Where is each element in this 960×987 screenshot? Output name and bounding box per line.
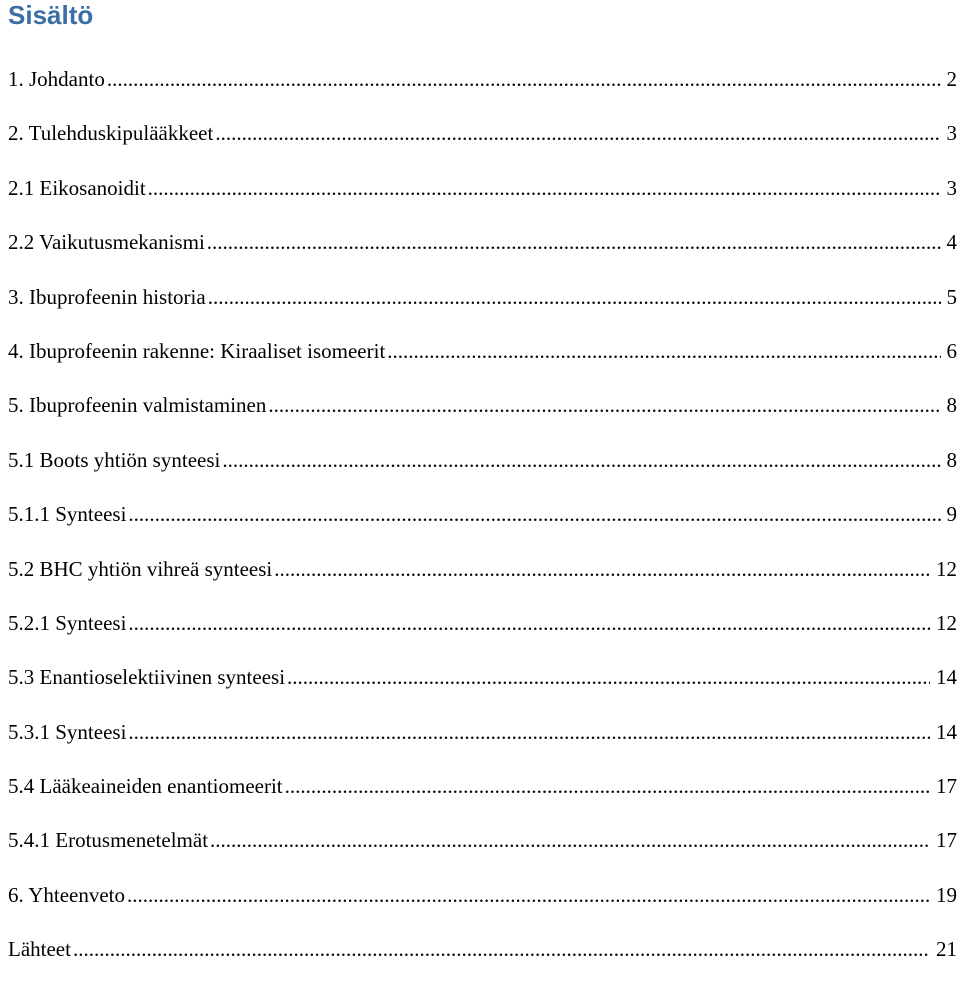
toc-entry-vaikutusmekanismi[interactable] <box>8 225 957 279</box>
toc-entry-yhteenveto[interactable] <box>8 878 957 932</box>
toc-entry-page[interactable]: 3 <box>946 121 957 146</box>
toc-entry-ibuprofeenin-valmistaminen[interactable] <box>8 388 957 442</box>
toc-entry-label[interactable]: 2.1 Eikosanoidit <box>8 175 146 200</box>
toc-entry-label[interactable]: 2. Tulehduskipulääkkeet <box>8 121 214 146</box>
dot-leader <box>274 552 930 586</box>
toc-entry-label[interactable]: 5.1 Boots yhtiön synteesi <box>8 447 221 472</box>
toc-entry-erotusmenetelmat[interactable] <box>8 823 957 877</box>
toc-entry-label[interactable]: 2.2 Vaikutusmekanismi <box>8 230 205 255</box>
toc-entry-ibuprofeenin-historia[interactable] <box>8 280 957 334</box>
toc-entry-johdanto[interactable] <box>8 62 957 116</box>
toc-entry-synteesi-5-3-1[interactable] <box>8 715 957 769</box>
dot-leader <box>222 443 940 477</box>
toc-entry-label[interactable]: 3. Ibuprofeenin historia <box>8 284 206 309</box>
toc-entry-page[interactable]: 12 <box>936 556 957 581</box>
toc-entry-page[interactable]: 19 <box>936 882 957 907</box>
toc-entry-page[interactable]: 17 <box>936 828 957 853</box>
toc-entry-page[interactable]: 12 <box>936 610 957 635</box>
toc-entry-label[interactable]: 5.3.1 Synteesi <box>8 719 127 744</box>
toc-entry-label[interactable]: 4. Ibuprofeenin rakenne: Kiraaliset isomeerit <box>8 338 386 363</box>
toc-entry-label[interactable]: 6. Yhteenveto <box>8 882 126 907</box>
dot-leader <box>210 823 930 857</box>
toc-entry-label[interactable]: 5. Ibuprofeenin valmistaminen <box>8 393 267 418</box>
dot-leader <box>208 280 941 314</box>
dot-leader <box>73 932 930 966</box>
toc-entry-ibuprofeenin-rakenne[interactable] <box>8 334 957 388</box>
toc-entry-page[interactable]: 6 <box>946 338 957 363</box>
toc-entry-page[interactable]: 14 <box>936 719 957 744</box>
dot-leader <box>128 606 930 640</box>
toc-entry-bhc-synteesi[interactable] <box>8 552 957 606</box>
toc-entry-page[interactable]: 5 <box>946 284 957 309</box>
toc-entry-boots-synteesi[interactable] <box>8 443 957 497</box>
toc-title: Sisältö <box>8 0 94 30</box>
toc-entry-page[interactable]: 21 <box>936 937 957 962</box>
dot-leader <box>207 225 941 259</box>
dot-leader <box>128 497 940 531</box>
toc-entry-eikosanoidit[interactable] <box>8 171 957 225</box>
toc-entry-label[interactable]: 5.2.1 Synteesi <box>8 610 127 635</box>
toc-entry-label[interactable]: 5.2 BHC yhtiön vihreä synteesi <box>8 556 273 581</box>
dot-leader <box>215 116 940 150</box>
toc-entry-page[interactable]: 17 <box>936 774 957 799</box>
dot-leader <box>387 334 940 368</box>
toc-entry-page[interactable]: 14 <box>936 665 957 690</box>
toc-entry-page[interactable]: 3 <box>946 175 957 200</box>
table-of-contents <box>8 62 957 987</box>
toc-entry-page[interactable]: 8 <box>946 447 957 472</box>
toc-entry-page[interactable]: 4 <box>946 230 957 255</box>
toc-entry-label[interactable]: 1. Johdanto <box>8 67 105 91</box>
toc-entry-synteesi-5-2-1[interactable] <box>8 606 957 660</box>
dot-leader <box>287 660 930 694</box>
dot-leader <box>285 769 930 803</box>
toc-entry-tulehduskipulaakkeet[interactable] <box>8 116 957 170</box>
toc-entry-enantioselektiivinen-synteesi[interactable] <box>8 660 957 714</box>
toc-entry-label[interactable]: 5.4 Lääkeaineiden enantiomeerit <box>8 774 283 799</box>
toc-entry-laakeaineiden-enantiomeerit[interactable] <box>8 769 957 823</box>
toc-entry-label[interactable]: Lähteet <box>8 937 71 962</box>
dot-leader <box>107 62 941 96</box>
toc-entry-label[interactable]: 5.4.1 Erotusmenetelmät <box>8 828 209 853</box>
toc-entry-label[interactable]: 5.1.1 Synteesi <box>8 502 127 527</box>
toc-entry-page[interactable]: 9 <box>946 502 957 527</box>
dot-leader <box>128 715 930 749</box>
toc-entry-synteesi-5-1-1[interactable] <box>8 497 957 551</box>
dot-leader <box>127 878 930 912</box>
dot-leader <box>148 171 941 205</box>
toc-entry-label[interactable]: 5.3 Enantioselektiivinen synteesi <box>8 665 286 690</box>
dot-leader <box>268 388 940 422</box>
toc-entry-page[interactable]: 2 <box>946 67 957 91</box>
toc-entry-lahteet[interactable] <box>8 932 957 986</box>
toc-entry-page[interactable]: 8 <box>946 393 957 418</box>
